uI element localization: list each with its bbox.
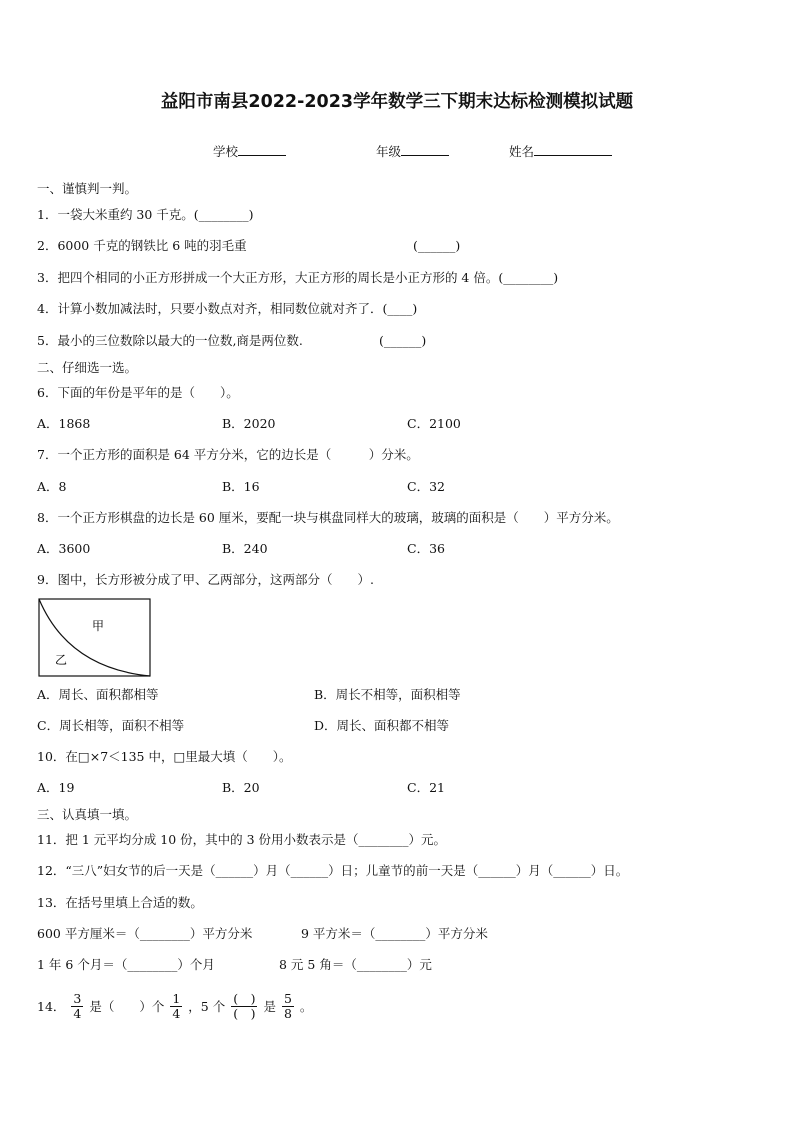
q14-f2-numerator: 1	[172, 991, 181, 1006]
question-8: 8．一个正方形棋盘的边长是 60 厘米，要配一块与棋盘同样大的玻璃，玻璃的面积是（ ）平方分米。	[37, 510, 619, 525]
q14-fraction-4	[282, 992, 294, 1021]
q14-f4-numerator: 5	[283, 991, 292, 1006]
q6-option-c: C．2100	[407, 416, 461, 431]
question-14	[37, 992, 312, 1021]
page-title: 益阳市南县2022-2023学年数学三下期末达标检测模拟试题	[160, 92, 634, 112]
q14-text-3: 是	[263, 998, 276, 1014]
section-heading-2: 二、仔细选一选。	[37, 360, 138, 375]
question-11: 11．把 1 元平均分成 10 份，其中的 3 份用小数表示是（________）元。	[37, 832, 447, 847]
question-2-answer: (______)	[413, 238, 461, 253]
q8-option-c: C．36	[407, 541, 445, 556]
q7-option-c: C．32	[407, 479, 445, 494]
question-10: 10．在□×7＜135 中，□里最大填（ ）。	[37, 749, 292, 764]
name-label: 姓名	[509, 144, 535, 159]
q9-option-c: C．周长相等，面积不相等	[37, 718, 185, 733]
q10-option-c: C．21	[407, 780, 445, 795]
q13-line2-left: 1 年 6 个月＝（________）个月	[37, 957, 215, 972]
question-5-answer: (______)	[379, 333, 427, 348]
q9-option-a: A．周长、面积都相等	[37, 687, 159, 702]
school-label: 学校	[213, 144, 239, 159]
q14-fraction-3	[231, 992, 257, 1021]
question-9: 9．图中，长方形被分成了甲、乙两部分，这两部分（ ）.	[37, 572, 374, 587]
question-6: 6．下面的年份是平年的是（ ）。	[37, 385, 239, 400]
question-7: 7．一个正方形的面积是 64 平方分米，它的边长是（ ）分米。	[37, 447, 419, 462]
grade-field	[376, 142, 449, 160]
q14-text-2: ，5 个	[188, 998, 226, 1014]
question-5: 5．最小的三位数除以最大的一位数,商是两位数.	[37, 333, 303, 348]
q8-option-a: A．3600	[37, 541, 91, 556]
q14-fraction-2	[170, 992, 182, 1021]
q9-option-b: B．周长不相等，面积相等	[314, 687, 461, 702]
q14-fraction-1	[71, 992, 83, 1021]
q8-option-b: B．240	[222, 541, 268, 556]
q13-line2-right: 8 元 5 角＝（________）元	[279, 957, 432, 972]
q14-f1-denominator: 4	[73, 1006, 82, 1021]
q14-f2-denominator: 4	[172, 1006, 181, 1021]
q14-text-1: 是（ ）个	[89, 998, 165, 1014]
q7-option-b: B．16	[222, 479, 260, 494]
grade-blank[interactable]	[401, 142, 449, 156]
section-heading-1: 一、谨慎判一判。	[37, 181, 138, 196]
grade-label: 年级	[376, 144, 402, 159]
q10-option-a: A．19	[37, 780, 75, 795]
name-field	[509, 142, 612, 160]
q14-prefix: 14．	[37, 998, 66, 1014]
figure-label-yi: 乙	[55, 653, 68, 667]
q6-option-a: A．1868	[37, 416, 91, 431]
q9-option-d: D．周长、面积都不相等	[314, 718, 450, 733]
q6-option-b: B．2020	[222, 416, 276, 431]
section-heading-3: 三、认真填一填。	[37, 807, 138, 822]
question-12: 12．“三八”妇女节的后一天是（______）月（______）日；儿童节的前一天是（______）月（______）日。	[37, 863, 629, 878]
q10-option-b: B．20	[222, 780, 260, 795]
q13-line1-right: 9 平方米＝（________）平方分米	[301, 926, 488, 941]
figure-label-jia: 甲	[92, 619, 105, 633]
question-13: 13．在括号里填上合适的数。	[37, 895, 203, 910]
question-3: 3．把四个相同的小正方形拼成一个大正方形，大正方形的周长是小正方形的 4 倍。(________)	[37, 270, 559, 285]
question-1: 1．一袋大米重约 30 千克。(________)	[37, 207, 254, 222]
q14-f3-numerator: ( )	[233, 991, 256, 1006]
question-4: 4．计算小数加减法时，只要小数点对齐，相同数位就对齐了．(____)	[37, 301, 418, 316]
q14-text-4: 。	[299, 998, 313, 1014]
q13-line1-left: 600 平方厘米＝（________）平方分米	[37, 926, 253, 941]
q7-option-a: A．8	[37, 479, 67, 494]
q14-f1-numerator: 3	[73, 991, 82, 1006]
question-2: 2．6000 千克的钢铁比 6 吨的羽毛重	[37, 238, 247, 253]
name-blank[interactable]	[534, 142, 612, 156]
school-blank[interactable]	[238, 142, 286, 156]
school-field	[213, 142, 286, 160]
q14-f3-denominator: ( )	[233, 1006, 256, 1021]
q14-f4-denominator: 8	[283, 1006, 292, 1021]
rectangle-figure	[38, 598, 152, 678]
